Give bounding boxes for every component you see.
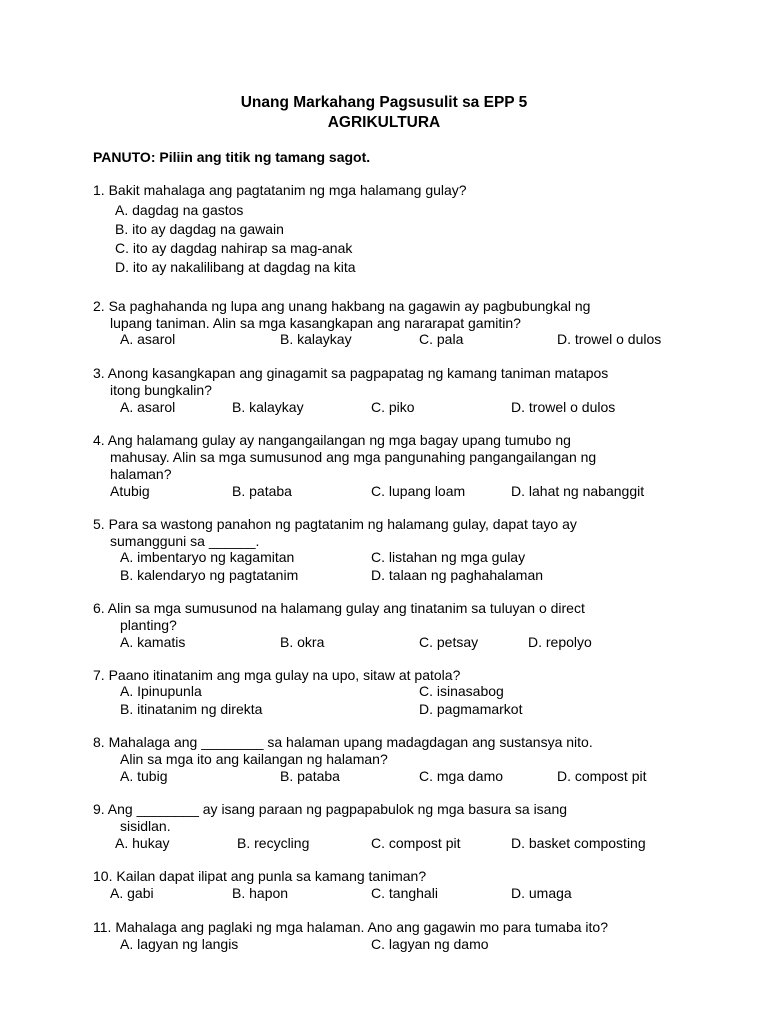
choice-2d: D. trowel o dulos [557, 331, 662, 347]
choice-3c: C. piko [371, 399, 415, 415]
choice-3b: B. kalaykay [232, 399, 304, 415]
choice-10a: A. gabi [110, 885, 154, 901]
choice-1d: D. ito ay nakalilibang at dagdag na kita [115, 259, 356, 275]
choice-2a: A. asarol [120, 331, 176, 347]
question-2-text-cont: lupang taniman. Alin sa mga kasangkapan ang nararapat gamitin? [110, 315, 521, 331]
question-9-text: 9. Ang ________ ay isang paraan ng pagpapabulok ng mga basura sa isang [93, 801, 568, 817]
choice-5c: C. listahan ng mga gulay [371, 549, 526, 565]
instructions: PANUTO: Piliin ang titik ng tamang sagot. [93, 149, 371, 165]
choice-3d: D. trowel o dulos [511, 399, 616, 415]
choice-4a: Atubig [110, 483, 150, 499]
choice-8a: A. tubig [120, 768, 168, 784]
choice-7d: D. pagmamarkot [419, 701, 523, 717]
choice-5a: A. imbentaryo ng kagamitan [120, 549, 295, 565]
choice-4c: C. lupang loam [371, 483, 466, 499]
question-3-text-cont: itong bungkalin? [110, 382, 212, 398]
choice-1a: A. dagdag na gastos [115, 202, 244, 218]
choice-8c: C. mga damo [419, 768, 504, 784]
choice-9a: A. hukay [115, 835, 170, 851]
choice-4d: D. lahat ng nabanggit [511, 483, 645, 499]
choice-6b: B. okra [280, 634, 325, 650]
choice-8b: B. pataba [280, 768, 340, 784]
choice-10b: B. hapon [232, 885, 289, 901]
choice-3a: A. asarol [120, 399, 176, 415]
choice-9d: D. basket composting [511, 835, 646, 851]
question-2-text: 2. Sa paghahanda ng lupa ang unang hakbang na gagawin ay pagbubungkal ng [93, 298, 591, 314]
choice-6d: D. repolyo [528, 634, 592, 650]
choice-1b: B. ito ay dagdag na gawain [115, 221, 284, 237]
choice-10d: D. umaga [511, 885, 572, 901]
question-8-text-cont: Alin sa mga ito ang kailangan ng halaman? [120, 751, 388, 767]
choice-5b: B. kalendaryo ng pagtatanim [120, 567, 299, 583]
question-4-text-cont: mahusay. Alin sa mga sumusunod ang mga pangunahing pangangailangan ng [110, 449, 597, 465]
choice-2b: B. kalaykay [280, 331, 352, 347]
choice-10c: C. tanghali [371, 885, 438, 901]
choice-7c: C. isinasabog [419, 683, 504, 699]
question-1-text: 1. Bakit mahalaga ang pagtatanim ng mga halamang gulay? [93, 182, 467, 198]
choice-4b: B. pataba [232, 483, 292, 499]
question-3-text: 3. Anong kasangkapan ang ginagamit sa pagpapatag ng kamang taniman matapos [93, 365, 609, 381]
question-5-text: 5. Para sa wastong panahon ng pagtatanim ng halamang gulay, dapat tayo ay [93, 516, 577, 532]
choice-2c: C. pala [419, 331, 464, 347]
choice-6a: A. kamatis [120, 634, 186, 650]
question-7-text: 7. Paano itinatanim ang mga gulay na upo, sitaw at patola? [93, 667, 461, 683]
choice-6c: C. petsay [419, 634, 479, 650]
question-9-text-cont: sisidlan. [120, 818, 171, 834]
choice-7b: B. itinatanim ng direkta [120, 701, 263, 717]
choice-11c: C. lagyan ng damo [371, 936, 489, 952]
question-4-text: 4. Ang halamang gulay ay nangangailangan ng mga bagay upang tumubo ng [93, 432, 571, 448]
question-8-text: 8. Mahalaga ang ________ sa halaman upang madagdagan ang sustansya nito. [93, 734, 593, 750]
exam-subtitle: AGRIKULTURA [327, 114, 441, 131]
choice-7a: A. Ipinupunla [120, 683, 202, 699]
choice-11a: A. lagyan ng langis [120, 936, 239, 952]
question-6-text-cont: planting? [120, 617, 177, 633]
question-11-text: 11. Mahalaga ang paglaki ng mga halaman. Ano ang gagawin mo para tumaba ito? [93, 919, 608, 935]
choice-8d: D. compost pit [557, 768, 647, 784]
choice-5d: D. talaan ng paghahalaman [371, 567, 544, 583]
choice-9c: C. compost pit [371, 835, 461, 851]
choice-1c: C. ito ay dagdag nahirap sa mag-anak [115, 240, 353, 256]
question-6-text: 6. Alin sa mga sumusunod na halamang gulay ang tinatanim sa tuluyan o direct [93, 600, 585, 616]
question-5-text-cont: sumangguni sa ______. [110, 533, 260, 549]
choice-9b: B. recycling [237, 835, 310, 851]
question-4-text-cont-2: halaman? [110, 466, 172, 482]
exam-title: Unang Markahang Pagsusulit sa EPP 5 [240, 94, 528, 111]
question-10-text: 10. Kailan dapat ilipat ang punla sa kamang taniman? [93, 868, 427, 884]
